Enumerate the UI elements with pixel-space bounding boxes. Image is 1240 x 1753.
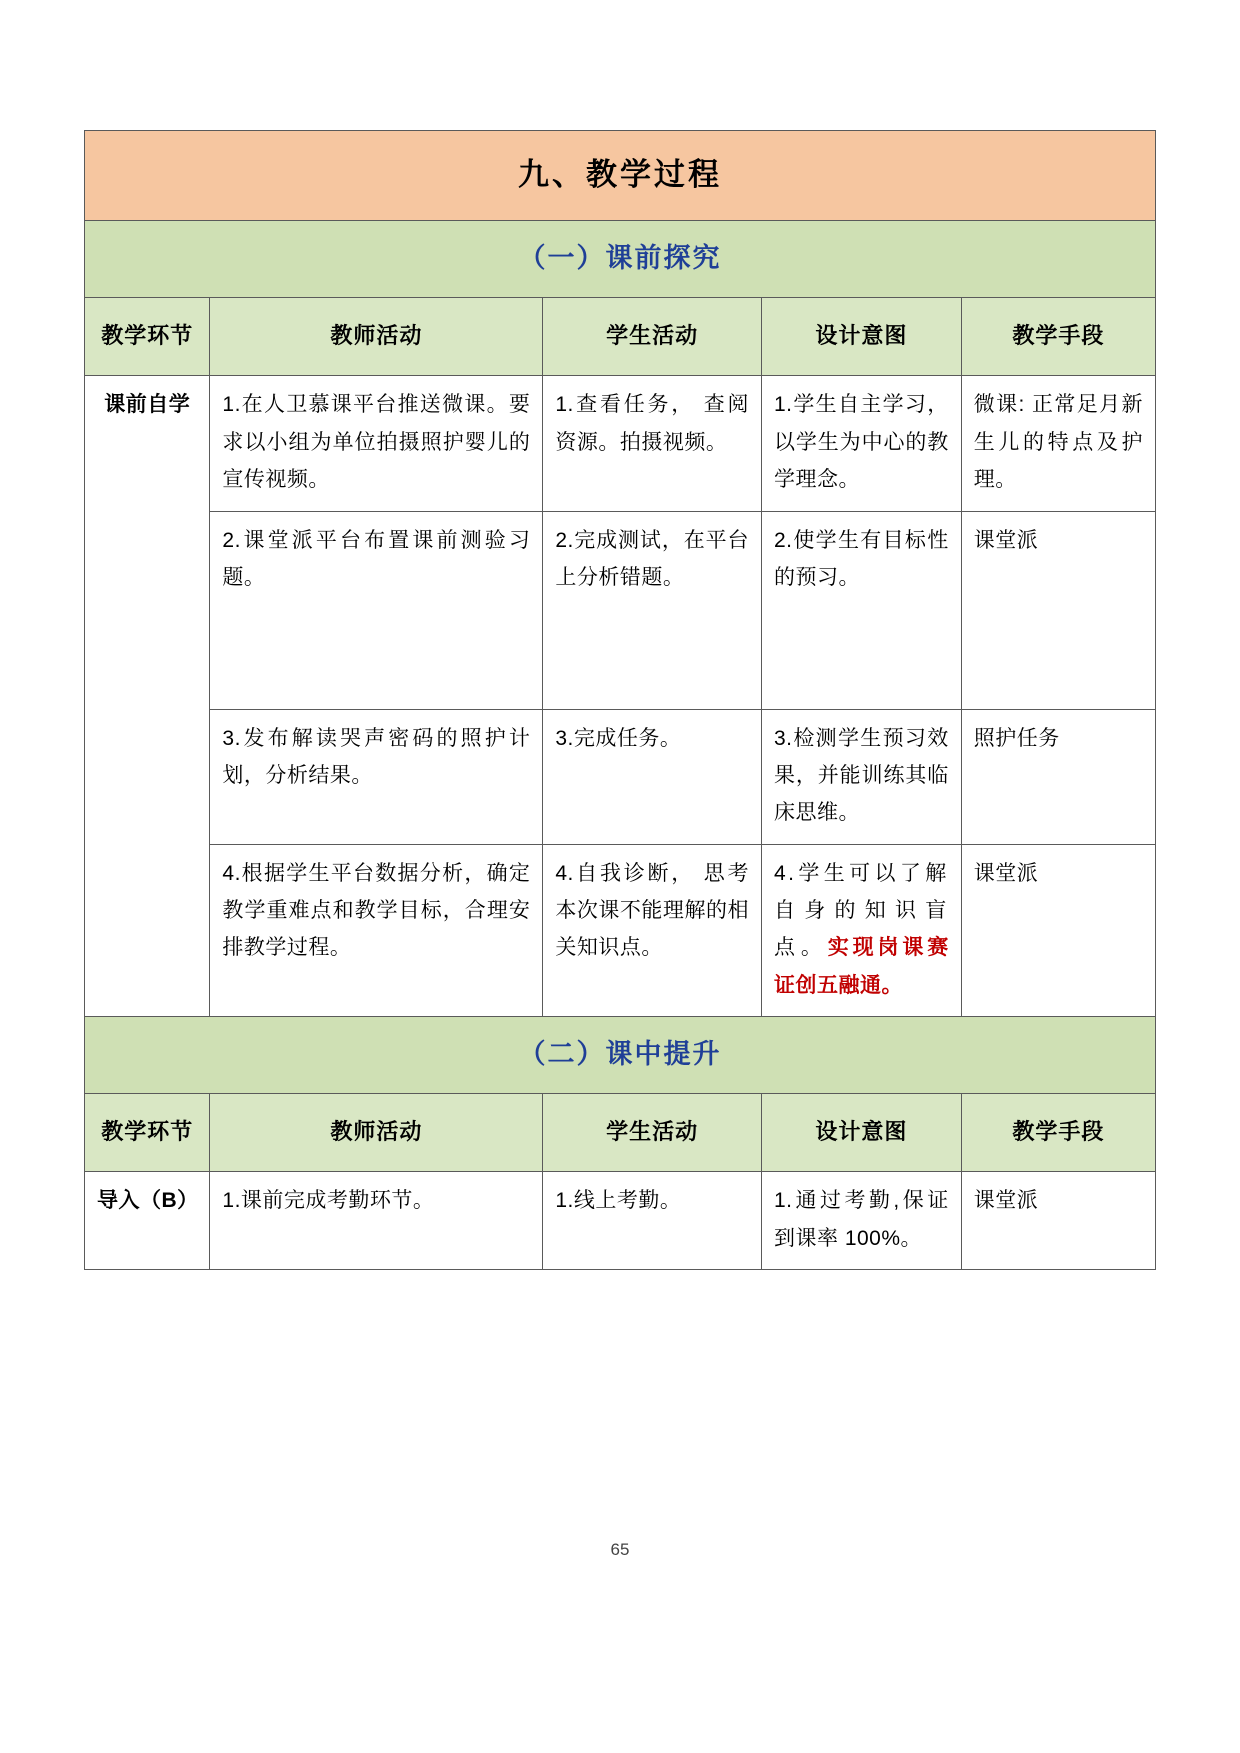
design-intent xyxy=(761,844,961,1017)
teacher-activity: 1.课前完成考勤环节。 xyxy=(210,1172,543,1270)
col-header-intent-2: 设计意图 xyxy=(761,1094,961,1172)
section-name-1: 课前探究 xyxy=(605,243,722,274)
teaching-process-table xyxy=(84,130,1156,1270)
table-row xyxy=(85,511,1156,709)
table-row xyxy=(85,709,1156,844)
col-header-stage-2: 教学环节 xyxy=(85,1094,210,1172)
col-header-teacher-2: 教师活动 xyxy=(210,1094,543,1172)
teaching-means: 课堂派 xyxy=(961,1172,1155,1270)
page-title: 九、教学过程 xyxy=(85,131,1156,221)
student-activity: 4.自我诊断， 思考本次课不能理解的相关知识点。 xyxy=(543,844,762,1017)
section-number-2: （二） xyxy=(518,1039,606,1070)
student-activity: 1.查看任务， 查阅资源。拍摄视频。 xyxy=(543,376,762,511)
column-header-row-1 xyxy=(85,298,1156,376)
stage-cell-1: 课前自学 xyxy=(85,376,210,1017)
student-activity: 1.线上考勤。 xyxy=(543,1172,762,1270)
student-activity: 2.完成测试，在平台上分析错题。 xyxy=(543,511,762,709)
section-header-row-1 xyxy=(85,221,1156,298)
section-header-row-2 xyxy=(85,1017,1156,1094)
column-header-row-2 xyxy=(85,1094,1156,1172)
col-header-teacher-1: 教师活动 xyxy=(210,298,543,376)
design-intent: 3.检测学生预习效果，并能训练其临床思维。 xyxy=(761,709,961,844)
design-intent-highlight: 实现岗课赛证创五融通。 xyxy=(773,936,949,997)
section-title-1 xyxy=(85,221,1156,298)
teacher-activity: 2.课堂派平台布置课前测验习题。 xyxy=(210,511,543,709)
col-header-student-2: 学生活动 xyxy=(543,1094,762,1172)
col-header-stage-1: 教学环节 xyxy=(85,298,210,376)
table-row xyxy=(85,1172,1156,1270)
col-header-student-1: 学生活动 xyxy=(543,298,762,376)
page-number: 65 xyxy=(610,1540,630,1559)
design-intent-plain: 4.学生可以了解自身的知识盲点。 xyxy=(773,861,949,960)
design-intent: 1.通过考勤,保证到课率 100%。 xyxy=(761,1172,961,1270)
teacher-activity: 3.发布解读哭声密码的照护计划，分析结果。 xyxy=(210,709,543,844)
teacher-activity: 1.在人卫慕课平台推送微课。要求以小组为单位拍摄照护婴儿的宣传视频。 xyxy=(210,376,543,511)
teaching-means: 课堂派 xyxy=(961,511,1155,709)
stage-cell-2: 导入（B） xyxy=(85,1172,210,1270)
teaching-means: 微课: 正常足月新生儿的特点及护理。 xyxy=(961,376,1155,511)
table-title-row xyxy=(85,131,1156,221)
table-row xyxy=(85,376,1156,511)
design-intent: 1.学生自主学习，以学生为中心的教学理念。 xyxy=(761,376,961,511)
col-header-means-2: 教学手段 xyxy=(961,1094,1155,1172)
table-row xyxy=(85,844,1156,1017)
teaching-means: 课堂派 xyxy=(961,844,1155,1017)
col-header-intent-1: 设计意图 xyxy=(761,298,961,376)
teaching-means: 照护任务 xyxy=(961,709,1155,844)
teacher-activity: 4.根据学生平台数据分析，确定教学重难点和教学目标，合理安排教学过程。 xyxy=(210,844,543,1017)
col-header-means-1: 教学手段 xyxy=(961,298,1155,376)
student-activity: 3.完成任务。 xyxy=(543,709,762,844)
section-name-2: 课中提升 xyxy=(605,1039,722,1070)
section-number-1: （一） xyxy=(518,243,606,274)
design-intent: 2.使学生有目标性的预习。 xyxy=(761,511,961,709)
section-title-2 xyxy=(85,1017,1156,1094)
